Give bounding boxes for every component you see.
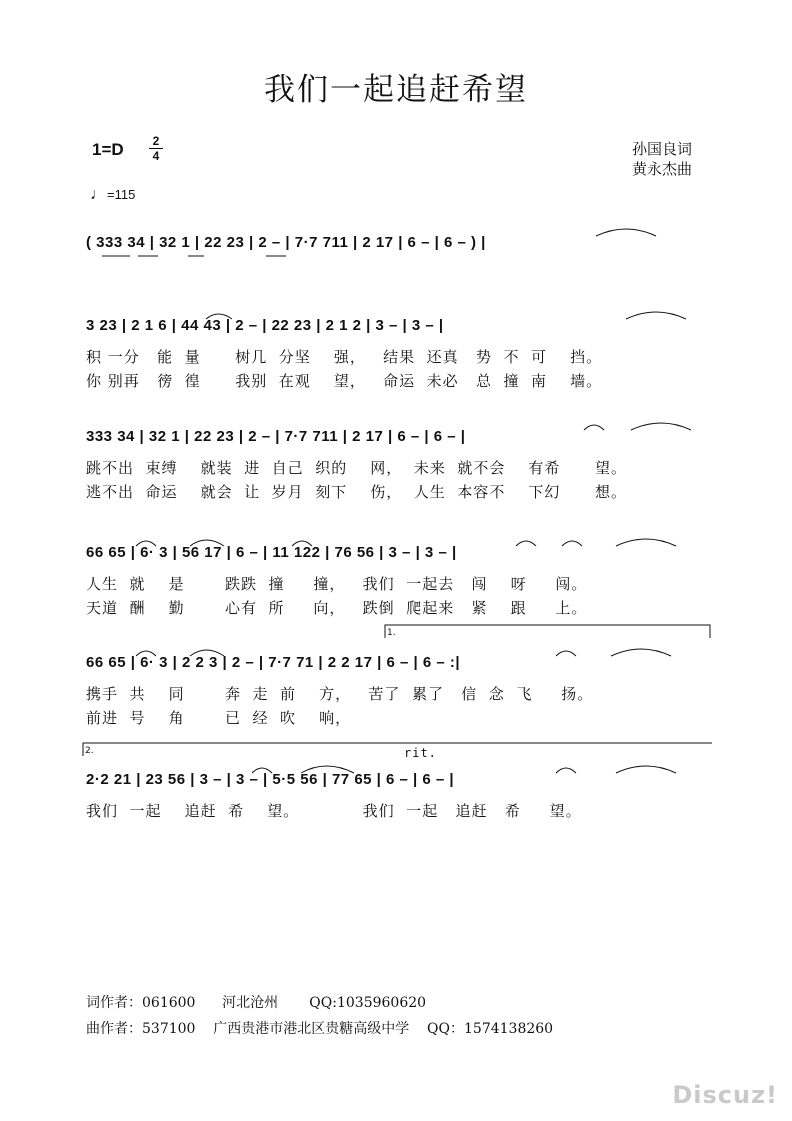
notation-line-1: ( 333 34 | 32 1 | 22 23 | 2 – | 7·7 711 | 2 17 | 6 – | 6 – ) |: [86, 234, 486, 251]
lyric-line-3a: 跳不出 束缚 就装 进 自己 织的 网， 未来 就不会 有希 望。: [86, 459, 628, 477]
lyric-line-2b: 你 别再 徬 徨 我别 在观 望， 命运 未必 总 撞 南 墙。: [86, 372, 603, 390]
lyric-line-2a: 积 一分 能 量 树几 分坚 强， 结果 还真 势 不 可 挡。: [86, 348, 603, 366]
notation-line-3: 333 34 | 32 1 | 22 23 | 2 – | 7·7 711 | 2 17 | 6 – | 6 – |: [86, 428, 466, 445]
quarter-note-icon: ♩: [90, 186, 106, 203]
lyricist: 孙国良词: [632, 140, 693, 158]
score-line-1: [86, 230, 716, 270]
volta-2-label: 2.: [85, 746, 94, 756]
ritardando-marking: rit.: [404, 746, 437, 760]
line-1-markings: [86, 230, 716, 270]
song-title: 我们一起追赶希望: [264, 72, 528, 108]
tempo-value: =115: [107, 187, 136, 202]
lyric-line-4b: 天道 酬 勤 心有 所 向， 跌倒 爬起来 紧 跟 上。: [86, 599, 588, 617]
notation-line-2: 3 23 | 2 1 6 | 44 43 | 2 – | 22 23 | 2 1 2 | 3 – | 3 – |: [86, 317, 444, 334]
time-signature: [149, 135, 163, 162]
notation-line-5: 66 65 | 6· 3 | 2 2 3 | 2 – | 7·7 71 | 2 2 17 | 6 – | 6 – :|: [86, 654, 461, 671]
lyric-line-5a: 携手 共 同 奔 走 前 方， 苦了 累了 信 念 飞 扬。: [86, 685, 594, 703]
volta-bracket-2: [82, 742, 714, 758]
lyric-line-3b: 逃不出 命运 就会 让 岁月 刻下 伤， 人生 本容不 下幻 想。: [86, 483, 628, 501]
lyric-line-5b: 前进 号 角 已 经 吹 响，: [86, 709, 352, 727]
footer-composer-info: 曲作者：537100 广西贵港市港北区贵糖高级中学 QQ：1574138260: [86, 1021, 554, 1037]
footer-lyricist-info: 词作者：061600 河北沧州 QQ:1035960620: [86, 995, 427, 1011]
volta-bracket-1: [384, 624, 714, 640]
time-signature-top: 2: [152, 134, 160, 148]
tempo-marking: [90, 186, 135, 204]
key-signature: 1=D: [92, 140, 124, 159]
notation-line-4: 66 65 | 6· 3 | 56 17 | 6 – | 11 122 | 76 56 | 3 – | 3 – |: [86, 544, 457, 561]
discuz-watermark: Discuz!: [672, 1081, 778, 1109]
notation-line-6: 2·2 21 | 23 56 | 3 – | 3 – | 5·5 56 | 77 65 | 6 – | 6 – |: [86, 771, 455, 788]
lyric-line-4a: 人生 就 是 跌跌 撞 撞， 我们 一起去 闯 呀 闯。: [86, 575, 588, 593]
lyric-line-6a: 我们 一起 追赶 希 望。 我们 一起 追赶 希 望。: [86, 802, 582, 820]
volta-1-label: 1.: [387, 628, 396, 638]
time-signature-bottom: 4: [152, 149, 160, 163]
composer: 黄永杰曲: [632, 160, 693, 178]
